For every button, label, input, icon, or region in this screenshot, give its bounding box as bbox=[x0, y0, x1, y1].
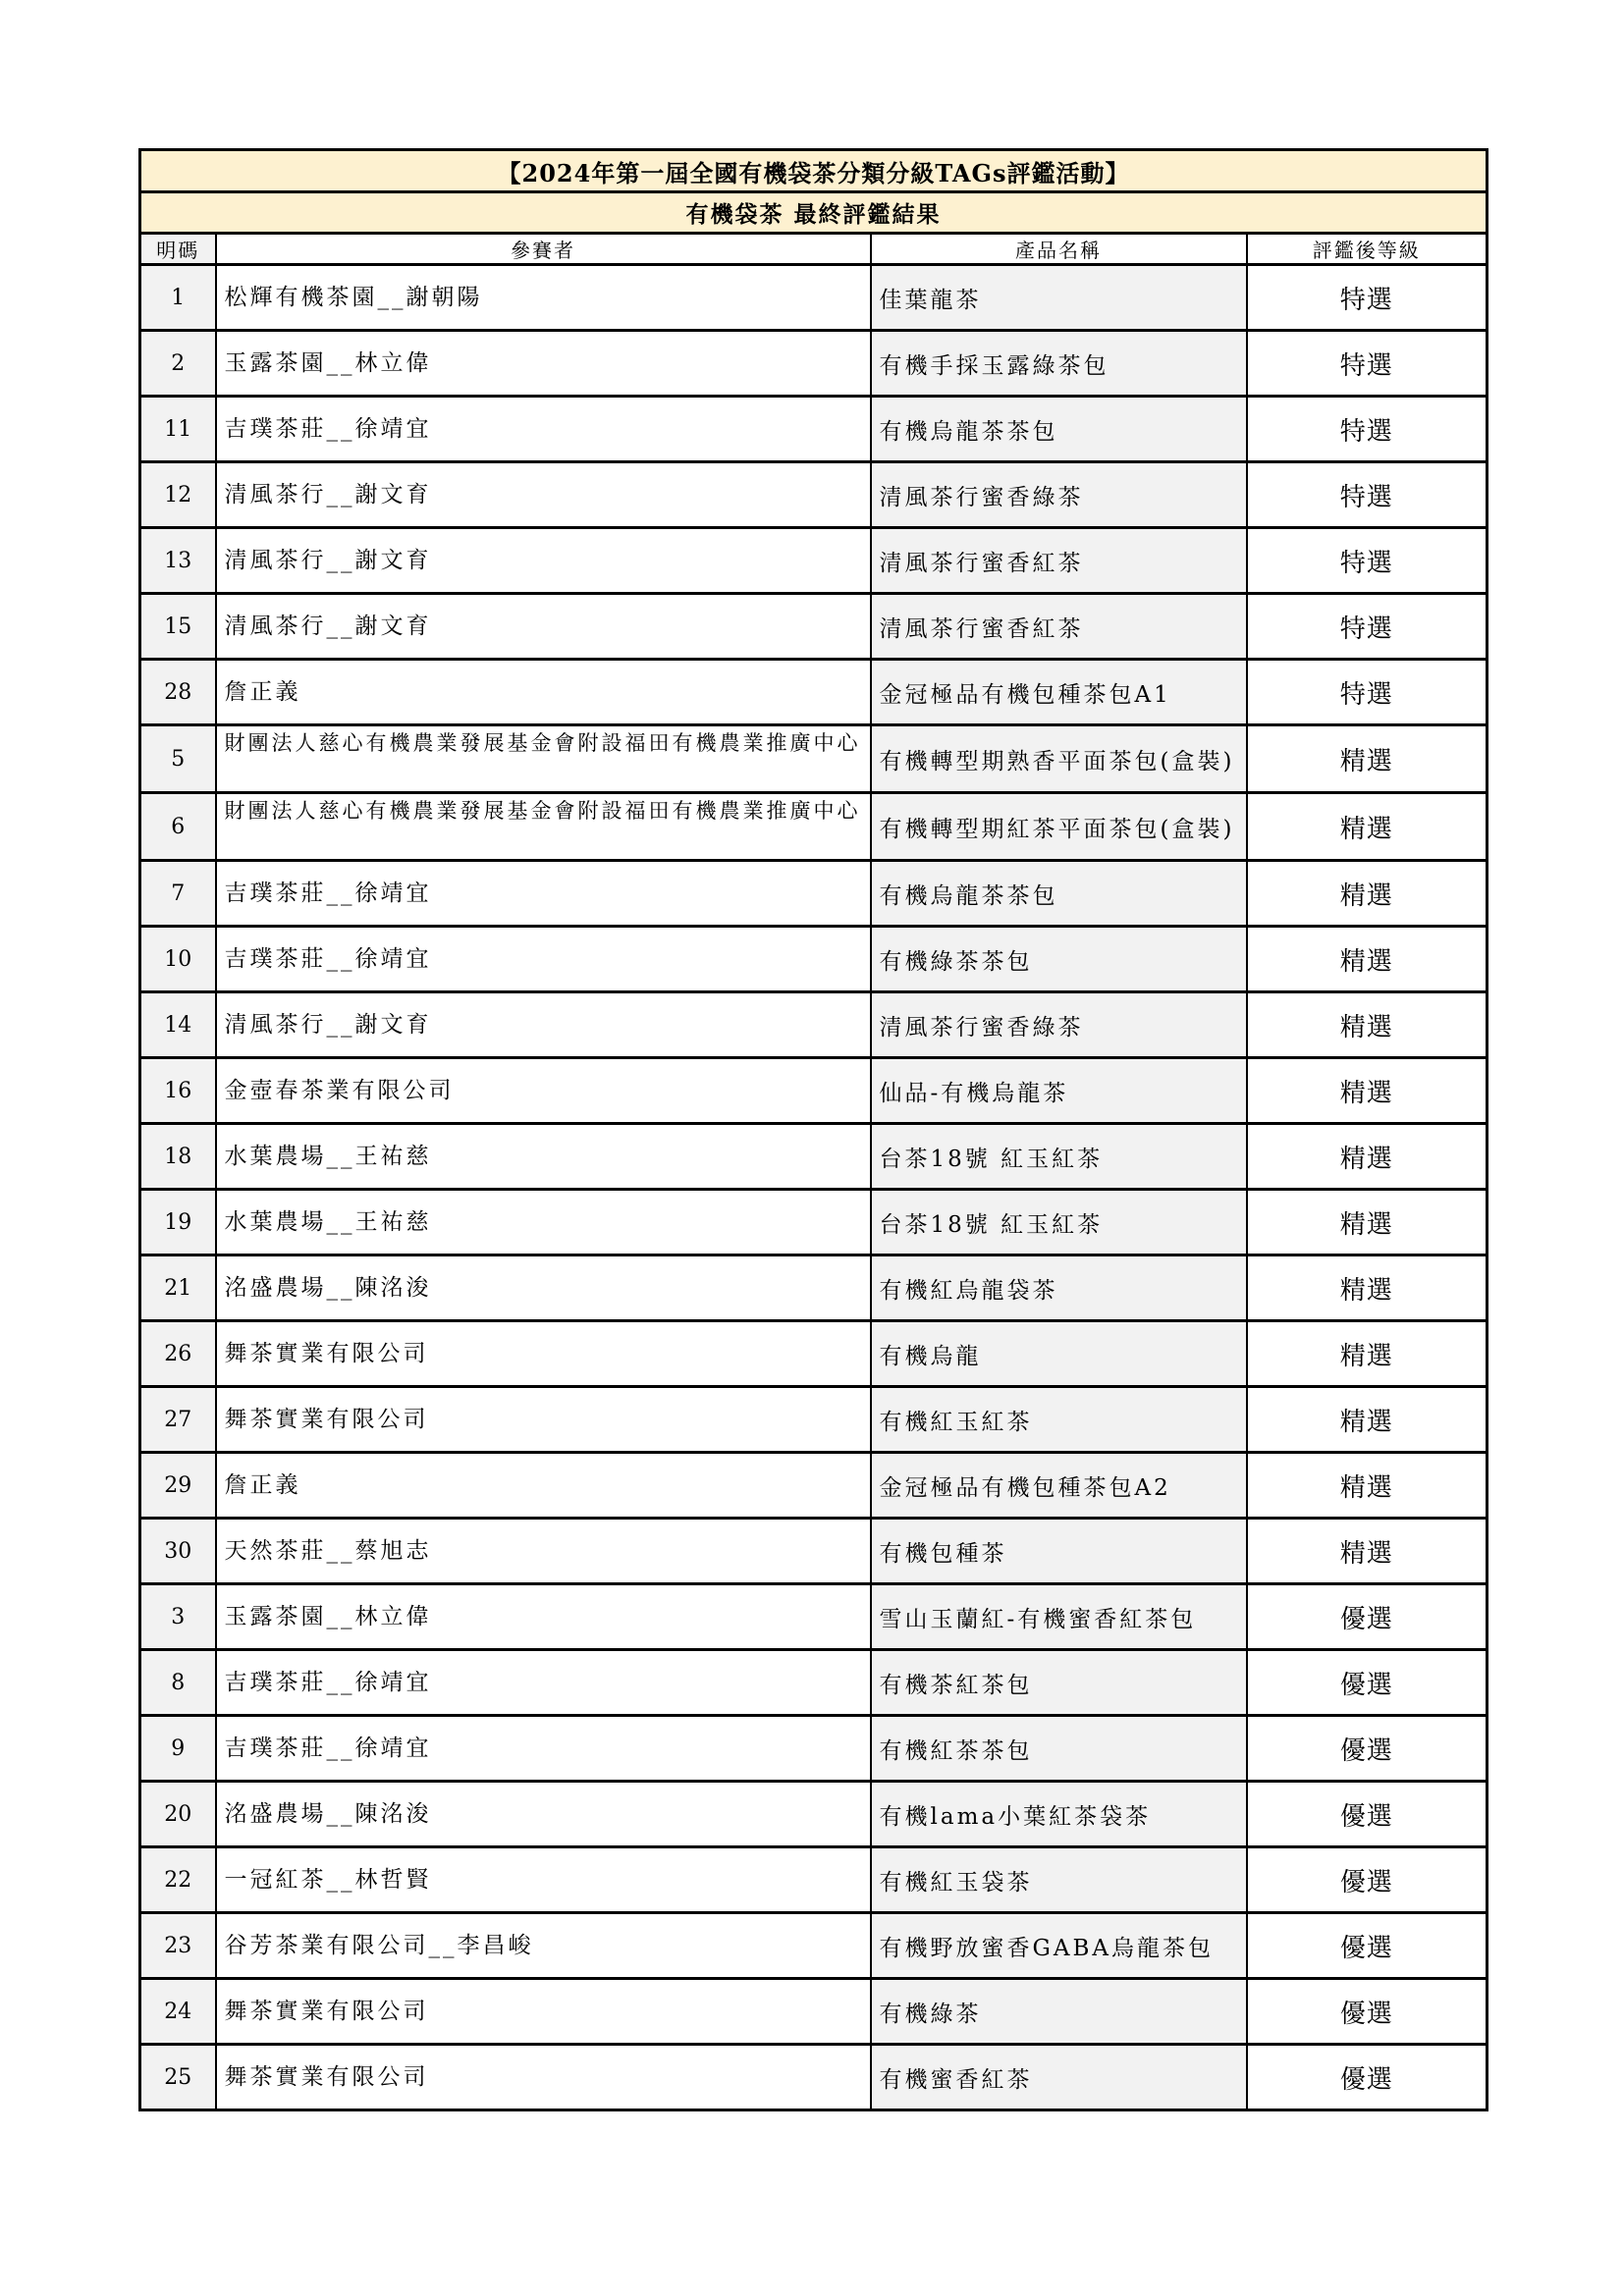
table-row bbox=[140, 660, 1488, 725]
cell-id: 28 bbox=[140, 660, 216, 725]
document-subtitle: 有機袋茶 最終評鑑結果 bbox=[140, 192, 1488, 234]
cell-id: 26 bbox=[140, 1321, 216, 1387]
cell-participant: 金壺春茶業有限公司 bbox=[216, 1058, 871, 1124]
cell-participant: 舞茶實業有限公司 bbox=[216, 1321, 871, 1387]
cell-product: 清風茶行蜜香綠茶 bbox=[871, 992, 1247, 1058]
table-row bbox=[140, 1584, 1488, 1650]
cell-grade: 精選 bbox=[1247, 1387, 1488, 1453]
table-row bbox=[140, 927, 1488, 992]
table-row bbox=[140, 1716, 1488, 1782]
cell-id: 15 bbox=[140, 594, 216, 660]
cell-product: 金冠極品有機包種茶包A2 bbox=[871, 1453, 1247, 1519]
cell-grade: 精選 bbox=[1247, 725, 1488, 793]
cell-id: 30 bbox=[140, 1519, 216, 1584]
cell-participant: 吉璞茶莊__徐靖宜 bbox=[216, 861, 871, 927]
cell-participant: 洺盛農場__陳洺浚 bbox=[216, 1255, 871, 1321]
cell-product: 有機紅茶茶包 bbox=[871, 1716, 1247, 1782]
table-row bbox=[140, 1387, 1488, 1453]
cell-id: 1 bbox=[140, 265, 216, 331]
cell-product: 清風茶行蜜香紅茶 bbox=[871, 594, 1247, 660]
cell-product: 台茶18號 紅玉紅茶 bbox=[871, 1190, 1247, 1255]
table-row bbox=[140, 1058, 1488, 1124]
subtitle-row bbox=[140, 192, 1488, 234]
cell-product: 有機綠茶茶包 bbox=[871, 927, 1247, 992]
cell-id: 3 bbox=[140, 1584, 216, 1650]
cell-participant: 詹正義 bbox=[216, 1453, 871, 1519]
table-row bbox=[140, 462, 1488, 528]
cell-participant: 松輝有機茶園__謝朝陽 bbox=[216, 265, 871, 331]
cell-id: 22 bbox=[140, 1847, 216, 1913]
cell-grade: 精選 bbox=[1247, 1321, 1488, 1387]
table-row bbox=[140, 1913, 1488, 1979]
cell-product: 有機轉型期熟香平面茶包(盒裝) bbox=[871, 725, 1247, 793]
cell-product: 有機手採玉露綠茶包 bbox=[871, 331, 1247, 397]
cell-grade: 精選 bbox=[1247, 1190, 1488, 1255]
cell-product: 有機轉型期紅茶平面茶包(盒裝) bbox=[871, 793, 1247, 861]
column-header-participant: 參賽者 bbox=[216, 234, 871, 265]
cell-grade: 特選 bbox=[1247, 594, 1488, 660]
cell-grade: 優選 bbox=[1247, 1650, 1488, 1716]
cell-participant: 水葉農場__王祐慈 bbox=[216, 1124, 871, 1190]
table-row bbox=[140, 1519, 1488, 1584]
cell-grade: 精選 bbox=[1247, 1124, 1488, 1190]
table-row bbox=[140, 1650, 1488, 1716]
cell-id: 27 bbox=[140, 1387, 216, 1453]
cell-id: 13 bbox=[140, 528, 216, 594]
table-row bbox=[140, 861, 1488, 927]
cell-product: 清風茶行蜜香紅茶 bbox=[871, 528, 1247, 594]
cell-grade: 優選 bbox=[1247, 1979, 1488, 2045]
cell-product: 有機綠茶 bbox=[871, 1979, 1247, 2045]
cell-participant: 吉璞茶莊__徐靖宜 bbox=[216, 1650, 871, 1716]
cell-participant: 清風茶行__謝文育 bbox=[216, 594, 871, 660]
cell-product: 有機紅玉袋茶 bbox=[871, 1847, 1247, 1913]
cell-product: 仙品-有機烏龍茶 bbox=[871, 1058, 1247, 1124]
document-title: 【2024年第一屆全國有機袋茶分類分級TAGs評鑑活動】 bbox=[140, 150, 1488, 192]
table-row bbox=[140, 1453, 1488, 1519]
cell-product: 有機包種茶 bbox=[871, 1519, 1247, 1584]
cell-participant: 玉露茶園__林立偉 bbox=[216, 331, 871, 397]
cell-id: 18 bbox=[140, 1124, 216, 1190]
cell-participant: 清風茶行__謝文育 bbox=[216, 992, 871, 1058]
table-row bbox=[140, 793, 1488, 861]
table-row bbox=[140, 528, 1488, 594]
cell-participant: 水葉農場__王祐慈 bbox=[216, 1190, 871, 1255]
table-row bbox=[140, 594, 1488, 660]
cell-grade: 特選 bbox=[1247, 528, 1488, 594]
cell-id: 21 bbox=[140, 1255, 216, 1321]
cell-participant: 舞茶實業有限公司 bbox=[216, 1387, 871, 1453]
cell-participant: 詹正義 bbox=[216, 660, 871, 725]
cell-participant: 財團法人慈心有機農業發展基金會附設福田有機農業推廣中心 bbox=[216, 725, 871, 793]
cell-id: 19 bbox=[140, 1190, 216, 1255]
cell-grade: 精選 bbox=[1247, 793, 1488, 861]
column-header-product: 產品名稱 bbox=[871, 234, 1247, 265]
cell-product: 有機紅烏龍袋茶 bbox=[871, 1255, 1247, 1321]
cell-grade: 精選 bbox=[1247, 992, 1488, 1058]
cell-id: 14 bbox=[140, 992, 216, 1058]
cell-product: 有機烏龍茶茶包 bbox=[871, 397, 1247, 462]
table-row bbox=[140, 1255, 1488, 1321]
cell-id: 23 bbox=[140, 1913, 216, 1979]
results-body bbox=[140, 265, 1488, 2110]
cell-participant: 吉璞茶莊__徐靖宜 bbox=[216, 927, 871, 992]
cell-product: 有機烏龍茶茶包 bbox=[871, 861, 1247, 927]
cell-id: 25 bbox=[140, 2045, 216, 2110]
cell-product: 金冠極品有機包種茶包A1 bbox=[871, 660, 1247, 725]
cell-id: 16 bbox=[140, 1058, 216, 1124]
cell-id: 12 bbox=[140, 462, 216, 528]
cell-participant: 谷芳茶業有限公司__李昌峻 bbox=[216, 1913, 871, 1979]
table-row bbox=[140, 725, 1488, 793]
cell-id: 6 bbox=[140, 793, 216, 861]
cell-id: 8 bbox=[140, 1650, 216, 1716]
cell-participant: 吉璞茶莊__徐靖宜 bbox=[216, 1716, 871, 1782]
cell-id: 10 bbox=[140, 927, 216, 992]
cell-grade: 優選 bbox=[1247, 1782, 1488, 1847]
cell-grade: 優選 bbox=[1247, 1913, 1488, 1979]
cell-participant: 清風茶行__謝文育 bbox=[216, 528, 871, 594]
cell-participant: 玉露茶園__林立偉 bbox=[216, 1584, 871, 1650]
cell-grade: 精選 bbox=[1247, 1519, 1488, 1584]
cell-grade: 優選 bbox=[1247, 2045, 1488, 2110]
table-row bbox=[140, 331, 1488, 397]
column-header-grade: 評鑑後等級 bbox=[1247, 234, 1488, 265]
cell-grade: 優選 bbox=[1247, 1584, 1488, 1650]
table-row bbox=[140, 1124, 1488, 1190]
cell-grade: 精選 bbox=[1247, 861, 1488, 927]
table-row bbox=[140, 2045, 1488, 2110]
cell-product: 清風茶行蜜香綠茶 bbox=[871, 462, 1247, 528]
cell-grade: 特選 bbox=[1247, 265, 1488, 331]
column-header-id: 明碼 bbox=[140, 234, 216, 265]
cell-grade: 精選 bbox=[1247, 1255, 1488, 1321]
cell-product: 有機lama小葉紅茶袋茶 bbox=[871, 1782, 1247, 1847]
cell-participant: 吉璞茶莊__徐靖宜 bbox=[216, 397, 871, 462]
cell-participant: 財團法人慈心有機農業發展基金會附設福田有機農業推廣中心 bbox=[216, 793, 871, 861]
cell-participant: 清風茶行__謝文育 bbox=[216, 462, 871, 528]
cell-participant: 舞茶實業有限公司 bbox=[216, 2045, 871, 2110]
title-row bbox=[140, 150, 1488, 192]
cell-product: 佳葉龍茶 bbox=[871, 265, 1247, 331]
table-row bbox=[140, 1782, 1488, 1847]
table-row bbox=[140, 265, 1488, 331]
column-header-row bbox=[140, 234, 1488, 265]
table-row bbox=[140, 1979, 1488, 2045]
cell-grade: 優選 bbox=[1247, 1716, 1488, 1782]
cell-id: 2 bbox=[140, 331, 216, 397]
cell-product: 有機紅玉紅茶 bbox=[871, 1387, 1247, 1453]
cell-product: 有機烏龍 bbox=[871, 1321, 1247, 1387]
table-row bbox=[140, 1321, 1488, 1387]
cell-id: 9 bbox=[140, 1716, 216, 1782]
cell-id: 24 bbox=[140, 1979, 216, 2045]
cell-grade: 特選 bbox=[1247, 397, 1488, 462]
cell-grade: 特選 bbox=[1247, 660, 1488, 725]
table-row bbox=[140, 1190, 1488, 1255]
cell-participant: 天然茶莊__蔡旭志 bbox=[216, 1519, 871, 1584]
cell-product: 有機野放蜜香GABA烏龍茶包 bbox=[871, 1913, 1247, 1979]
cell-grade: 精選 bbox=[1247, 1058, 1488, 1124]
cell-product: 有機蜜香紅茶 bbox=[871, 2045, 1247, 2110]
cell-id: 20 bbox=[140, 1782, 216, 1847]
cell-grade: 精選 bbox=[1247, 927, 1488, 992]
results-table bbox=[138, 148, 1488, 2111]
cell-participant: 舞茶實業有限公司 bbox=[216, 1979, 871, 2045]
table-row bbox=[140, 1847, 1488, 1913]
cell-id: 5 bbox=[140, 725, 216, 793]
cell-participant: 洺盛農場__陳洺浚 bbox=[216, 1782, 871, 1847]
cell-product: 台茶18號 紅玉紅茶 bbox=[871, 1124, 1247, 1190]
cell-id: 29 bbox=[140, 1453, 216, 1519]
cell-participant: 一冠紅茶__林哲賢 bbox=[216, 1847, 871, 1913]
table-row bbox=[140, 397, 1488, 462]
cell-product: 雪山玉蘭紅-有機蜜香紅茶包 bbox=[871, 1584, 1247, 1650]
cell-id: 11 bbox=[140, 397, 216, 462]
cell-grade: 優選 bbox=[1247, 1847, 1488, 1913]
cell-product: 有機茶紅茶包 bbox=[871, 1650, 1247, 1716]
cell-id: 7 bbox=[140, 861, 216, 927]
cell-grade: 精選 bbox=[1247, 1453, 1488, 1519]
cell-grade: 特選 bbox=[1247, 462, 1488, 528]
table-row bbox=[140, 992, 1488, 1058]
cell-grade: 特選 bbox=[1247, 331, 1488, 397]
